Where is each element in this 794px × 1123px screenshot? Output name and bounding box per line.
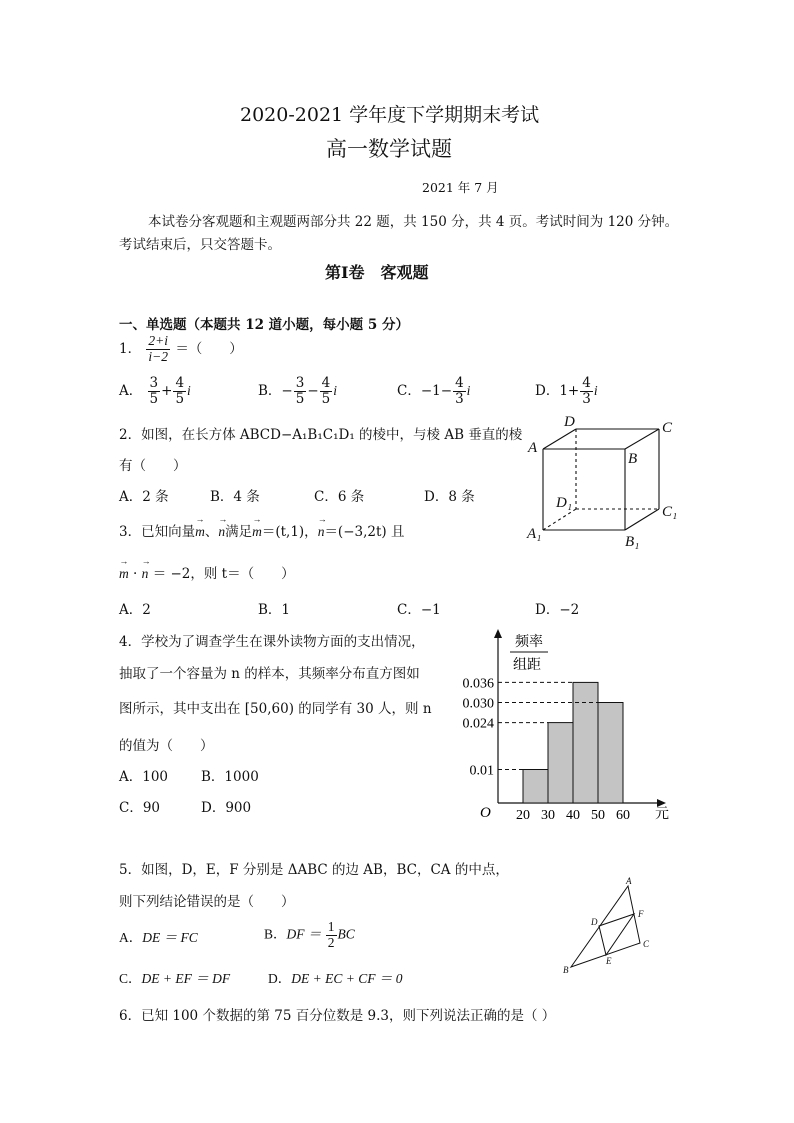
q1-option-b: B．− $\frac{3}{5}$ − $\frac{4}{5}$ i [258, 375, 337, 407]
label-f: F [638, 909, 644, 919]
label-a1: A₁ [527, 526, 542, 542]
vector-n: → n [218, 524, 225, 540]
histogram-bar [548, 723, 573, 803]
q4-option-c: C．90 [119, 800, 161, 816]
q2-line-2: 有（ ） [119, 458, 187, 474]
exam-date: 2021 年 7 月 [422, 180, 499, 195]
q2-option-c: C．6 条 [314, 489, 365, 505]
label-b: B [628, 451, 638, 467]
q6-line-1: 6．已知 100 个数据的第 75 百分位数是 9.3，则下列说法正确的是（ ） [119, 1008, 556, 1024]
q2-line-1: 2．如图，在长方体 ABCD−A₁B₁C₁D₁ 的棱中，与棱 AB 垂直的棱 [119, 427, 523, 443]
label-a: A [626, 876, 632, 886]
x-tick-label: 20 [516, 808, 530, 823]
q4-line-2: 抽取了一个容量为 n 的样本，其频率分布直方图如 [119, 666, 420, 682]
vector-m: → m [195, 524, 205, 540]
q1-option-d: D．1+ $\frac{4}{3}$ i [535, 375, 598, 407]
q1-tail: ＝（ ） [175, 340, 243, 357]
ylabel-top: 频率 [515, 635, 543, 650]
intro-line-1: 本试卷分客观题和主观题两部分共 22 题，共 150 分，共 4 页。考试时间为 120 分钟。 [148, 214, 679, 230]
x-unit-label: 元 [655, 807, 669, 822]
intro-line-2: 考试结束后，只交答题卡。 [119, 237, 281, 253]
histogram-bar [573, 682, 598, 803]
histogram-chart [440, 625, 680, 830]
edge-bc [625, 429, 659, 449]
label-c1: C₁ [662, 504, 678, 520]
question-1 [119, 334, 243, 365]
y-tick-label: 0.036 [462, 676, 494, 692]
q3-option-a: A．2 [119, 602, 151, 618]
ylabel-bottom: 组距 [513, 658, 541, 673]
triangle-figure [558, 874, 668, 979]
x-tick-label: 30 [541, 808, 555, 823]
label-e: E [606, 956, 612, 966]
label-b1: B₁ [625, 534, 640, 550]
y-tick-label: 0.01 [469, 763, 494, 779]
section-title: 一、单选题（本题共 12 道小题，每小题 5 分） [119, 317, 409, 333]
q2-option-b: B．4 条 [210, 489, 260, 505]
histogram-bar [523, 770, 548, 804]
label-c: C [662, 420, 673, 436]
exam-title: 2020-2021 学年度下学期期末考试 [240, 104, 540, 126]
label-d: D [564, 414, 575, 430]
label-d: D [591, 917, 598, 927]
label-b: B [563, 965, 569, 975]
q3-option-d: D．−2 [535, 602, 580, 618]
q5-line-2: 则下列结论错误的是（ ） [119, 894, 295, 910]
y-axis-arrow [494, 629, 502, 638]
q5-line-1: 5．如图，D，E，F 分别是 ΔABC 的边 AB，BC，CA 的中点， [119, 862, 509, 878]
q2-option-a: A．2 条 [119, 489, 169, 505]
label-d1: D₁ [556, 495, 573, 511]
x-tick-label: 50 [591, 808, 605, 823]
q5-option-d: D．DE + EC + CF ＝ 0 [268, 971, 403, 986]
part-title: 第Ⅰ卷 客观题 [325, 263, 429, 282]
exam-subtitle: 高一数学试题 [326, 137, 452, 161]
q5-option-c: C．DE + EF ＝ DF [119, 971, 231, 986]
origin-label: O [480, 805, 491, 821]
q3-option-b: B．1 [258, 602, 291, 618]
q2-option-d: D．8 条 [424, 489, 475, 505]
edge-b1c1 [625, 509, 659, 530]
q1-option-c: C．−1− $\frac{4}{3}$ i [397, 375, 471, 407]
q1-number: 1． [119, 340, 142, 357]
q4-line-1: 4．学校为了调查学生在课外读物方面的支出情况， [119, 634, 425, 650]
edge-ad [543, 429, 576, 449]
label-c: C [643, 939, 650, 949]
q4-option-b: B．1000 [201, 769, 259, 785]
q5-option-b: B．DF ＝ $\frac{1}{2}$ BC [264, 919, 355, 950]
x-axis-arrow [657, 799, 666, 807]
q1-option-a: A． $\frac{3}{5}$ + $\frac{4}{5}$ i [119, 375, 191, 407]
q4-option-a: A．100 [119, 769, 169, 785]
q4-line-4: 的值为（ ） [119, 738, 214, 754]
x-tick-label: 40 [566, 808, 580, 823]
y-tick-label: 0.024 [462, 716, 494, 732]
cuboid-figure [522, 412, 692, 552]
x-tick-label: 60 [616, 808, 630, 823]
q3-line-1: 3．已知向量→ m、→ n满足→ m＝(t,1)，→ n＝(−3,2t) 且 [119, 520, 404, 540]
q3-line-2: → m · → n ＝ −2，则 t＝（ ） [119, 562, 295, 582]
q1-fraction: $\frac{2+i}{i-2}$ [148, 333, 169, 364]
edge-a1d1 [543, 509, 576, 530]
q4-line-3: 图所示，其中支出在 [50,60) 的同学有 30 人，则 n [119, 701, 432, 717]
q5-option-a: A．DE ＝ FC [119, 930, 198, 945]
y-tick-label: 0.030 [462, 696, 494, 712]
q4-option-d: D．900 [201, 800, 252, 816]
histogram-bar [598, 703, 623, 804]
label-a: A [528, 440, 538, 456]
q3-option-c: C．−1 [397, 602, 441, 618]
